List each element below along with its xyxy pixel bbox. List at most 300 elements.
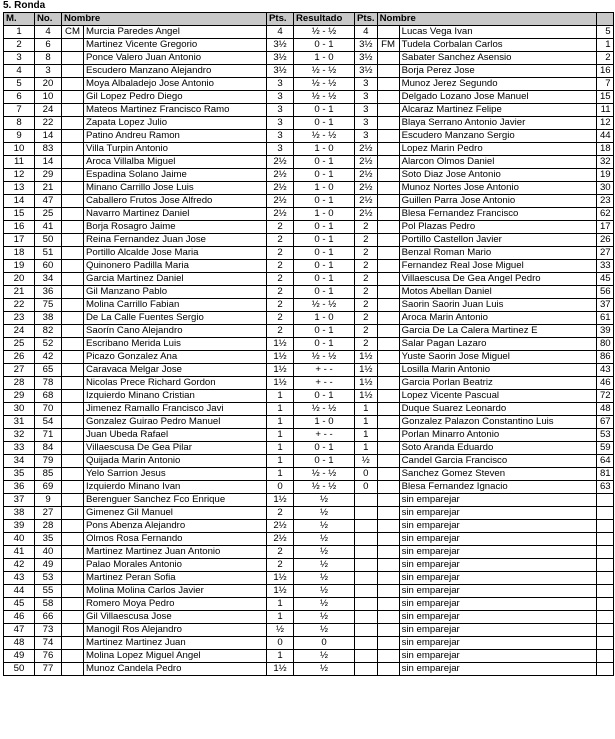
black-name-cell: Alarcon Olmos Daniel [399,156,596,169]
white-points-cell: 2 [267,546,294,559]
result-cell: + - - [294,429,355,442]
result-cell: 0 - 1 [294,442,355,455]
white-points-cell: 1½ [267,572,294,585]
black-name-cell: Garcia De La Calera Martinez E [399,325,596,338]
board-cell: 25 [4,338,35,351]
board-cell: 27 [4,364,35,377]
header-points-white: Pts. [267,13,294,26]
white-title-cell [62,65,84,78]
black-title-cell [377,416,399,429]
table-row [4,104,614,117]
black-points-cell [355,507,378,520]
black-points-cell [355,494,378,507]
black-name-cell: Saorin Saorin Juan Luis [399,299,596,312]
black-name-cell: Losilla Marin Antonio [399,364,596,377]
black-title-cell [377,390,399,403]
black-name-cell: Fernandez Real Jose Miguel [399,260,596,273]
white-name-cell: Molina Carrillo Fabian [84,299,267,312]
white-number-cell: 14 [35,156,62,169]
black-title-cell [377,338,399,351]
white-title-cell [62,260,84,273]
table-row [4,26,614,39]
black-title-cell [377,26,399,39]
white-name-cell: Berenguer Sanchez Fco Enrique [84,494,267,507]
header-points-black: Pts. [355,13,378,26]
board-cell: 21 [4,286,35,299]
black-points-cell: 4 [355,26,378,39]
white-points-cell: 2 [267,221,294,234]
black-name-cell: sin emparejar [399,611,596,624]
table-row [4,260,614,273]
result-cell: 0 - 1 [294,195,355,208]
white-title-cell [62,234,84,247]
black-title-cell [377,637,399,650]
header-number-black [596,13,613,26]
result-cell: 1 - 0 [294,416,355,429]
white-name-cell: Munoz Candela Pedro [84,663,267,676]
black-name-cell: sin emparejar [399,572,596,585]
board-cell: 19 [4,260,35,273]
table-row [4,117,614,130]
white-name-cell: Nicolas Prece Richard Gordon [84,377,267,390]
table-row [4,520,614,533]
white-title-cell [62,663,84,676]
table-row [4,390,614,403]
black-title-cell [377,299,399,312]
white-points-cell: ½ [267,624,294,637]
white-number-cell: 22 [35,117,62,130]
white-number-cell: 58 [35,598,62,611]
black-title-cell [377,221,399,234]
black-name-cell: Soto Diaz Jose Antonio [399,169,596,182]
black-name-cell: Lopez Vicente Pascual [399,390,596,403]
white-number-cell: 70 [35,403,62,416]
white-points-cell: 1½ [267,351,294,364]
white-number-cell: 42 [35,351,62,364]
result-cell: 0 - 1 [294,338,355,351]
board-cell: 50 [4,663,35,676]
board-cell: 13 [4,182,35,195]
board-cell: 40 [4,533,35,546]
white-title-cell [62,598,84,611]
black-points-cell [355,546,378,559]
table-row [4,650,614,663]
result-cell: 1 - 0 [294,143,355,156]
black-number-cell [596,611,613,624]
white-points-cell: 3 [267,91,294,104]
white-name-cell: Murcia Paredes Angel [84,26,267,39]
white-name-cell: Yelo Sarrion Jesus [84,468,267,481]
black-points-cell: 3 [355,130,378,143]
white-number-cell: 49 [35,559,62,572]
white-number-cell: 8 [35,52,62,65]
table-row [4,52,614,65]
white-number-cell: 38 [35,312,62,325]
header-result: Resultado [294,13,355,26]
white-number-cell: 78 [35,377,62,390]
white-title-cell [62,468,84,481]
white-name-cell: Patino Andreu Ramon [84,130,267,143]
white-points-cell: 2 [267,507,294,520]
result-cell: ½ [294,559,355,572]
white-number-cell: 14 [35,130,62,143]
black-name-cell: Sanchez Gomez Steven [399,468,596,481]
white-number-cell: 50 [35,234,62,247]
table-row [4,169,614,182]
white-title-cell [62,637,84,650]
result-cell: ½ - ½ [294,299,355,312]
board-cell: 32 [4,429,35,442]
black-title-cell [377,65,399,78]
result-cell: 0 - 1 [294,234,355,247]
black-name-cell: sin emparejar [399,598,596,611]
board-cell: 7 [4,104,35,117]
black-number-cell: 2 [596,52,613,65]
black-name-cell: sin emparejar [399,533,596,546]
white-title-cell [62,221,84,234]
black-title-cell [377,325,399,338]
result-cell: ½ [294,520,355,533]
black-number-cell [596,598,613,611]
black-title-cell: FM [377,39,399,52]
white-number-cell: 36 [35,286,62,299]
black-title-cell [377,247,399,260]
white-name-cell: Picazo Gonzalez Ana [84,351,267,364]
black-name-cell: Soto Aranda Eduardo [399,442,596,455]
black-name-cell: Sabater Sanchez Asensio [399,52,596,65]
black-points-cell: 1 [355,442,378,455]
white-points-cell: 2 [267,325,294,338]
black-title-cell [377,195,399,208]
result-cell: 0 [294,637,355,650]
white-name-cell: Garcia Martinez Daniel [84,273,267,286]
white-points-cell: 3 [267,104,294,117]
white-points-cell: 3 [267,130,294,143]
white-number-cell: 41 [35,221,62,234]
board-cell: 12 [4,169,35,182]
white-title-cell [62,39,84,52]
table-row [4,507,614,520]
black-number-cell: 64 [596,455,613,468]
table-row [4,468,614,481]
white-number-cell: 9 [35,494,62,507]
result-cell: ½ [294,494,355,507]
result-cell: 0 - 1 [294,39,355,52]
white-points-cell: 3½ [267,39,294,52]
black-title-cell [377,624,399,637]
board-cell: 36 [4,481,35,494]
black-points-cell [355,650,378,663]
white-name-cell: De La Calle Fuentes Sergio [84,312,267,325]
black-name-cell: Salar Pagan Lazaro [399,338,596,351]
black-points-cell: 1½ [355,364,378,377]
white-name-cell: Saorín Cano Alejandro [84,325,267,338]
white-number-cell: 69 [35,481,62,494]
white-name-cell: Aroca Villalba Miguel [84,156,267,169]
white-title-cell [62,546,84,559]
white-number-cell: 25 [35,208,62,221]
black-number-cell: 45 [596,273,613,286]
black-points-cell: 3 [355,104,378,117]
white-number-cell: 3 [35,65,62,78]
table-row [4,182,614,195]
black-points-cell: 2 [355,234,378,247]
result-cell: 1 - 0 [294,52,355,65]
result-cell: 0 - 1 [294,221,355,234]
result-cell: ½ [294,663,355,676]
black-title-cell [377,572,399,585]
black-points-cell: 3½ [355,39,378,52]
black-points-cell: 2½ [355,156,378,169]
board-cell: 38 [4,507,35,520]
board-cell: 17 [4,234,35,247]
white-name-cell: Navarro Martinez Daniel [84,208,267,221]
black-number-cell: 1 [596,39,613,52]
white-name-cell: Izquierdo Minano Ivan [84,481,267,494]
white-title-cell [62,585,84,598]
white-name-cell: Quinonero Padilla Maria [84,260,267,273]
white-points-cell: 1 [267,598,294,611]
result-cell: ½ - ½ [294,65,355,78]
black-points-cell [355,598,378,611]
table-row [4,533,614,546]
black-title-cell [377,312,399,325]
table-row [4,247,614,260]
result-cell: ½ [294,598,355,611]
black-number-cell: 81 [596,468,613,481]
white-points-cell: 1 [267,442,294,455]
white-title-cell [62,299,84,312]
white-name-cell: Martinez Peran Sofia [84,572,267,585]
black-name-cell: sin emparejar [399,507,596,520]
white-name-cell: Minano Carrillo Jose Luis [84,182,267,195]
table-row [4,325,614,338]
black-number-cell: 63 [596,481,613,494]
black-title-cell [377,481,399,494]
black-title-cell [377,494,399,507]
result-cell: + - - [294,377,355,390]
black-name-cell: Motos Abellan Daniel [399,286,596,299]
black-points-cell: 0 [355,468,378,481]
white-name-cell: Portillo Alcalde Jose Maria [84,247,267,260]
black-name-cell: Garcia Porlan Beatriz [399,377,596,390]
black-points-cell: 1½ [355,377,378,390]
white-title-cell [62,117,84,130]
table-row [4,299,614,312]
white-number-cell: 28 [35,520,62,533]
white-name-cell: Caravaca Melgar Jose [84,364,267,377]
white-title-cell [62,377,84,390]
white-points-cell: 3½ [267,52,294,65]
black-points-cell: 2 [355,286,378,299]
result-cell: ½ - ½ [294,26,355,39]
black-title-cell [377,546,399,559]
black-title-cell [377,507,399,520]
white-points-cell: 1 [267,429,294,442]
white-points-cell: 2 [267,559,294,572]
black-name-cell: sin emparejar [399,650,596,663]
white-name-cell: Juan Ubeda Rafael [84,429,267,442]
result-cell: ½ - ½ [294,351,355,364]
board-cell: 3 [4,52,35,65]
result-cell: ½ [294,585,355,598]
black-number-cell: 48 [596,403,613,416]
white-number-cell: 76 [35,650,62,663]
white-name-cell: Ponce Valero Juan Antonio [84,52,267,65]
black-title-cell [377,520,399,533]
white-number-cell: 51 [35,247,62,260]
black-points-cell [355,572,378,585]
black-title-cell [377,364,399,377]
result-cell: ½ - ½ [294,91,355,104]
white-name-cell: Olmos Rosa Fernando [84,533,267,546]
board-cell: 42 [4,559,35,572]
board-cell: 9 [4,130,35,143]
white-title-cell [62,572,84,585]
black-name-cell: Duque Suarez Leonardo [399,403,596,416]
black-number-cell: 30 [596,182,613,195]
black-title-cell [377,182,399,195]
board-cell: 39 [4,520,35,533]
white-number-cell: 6 [35,39,62,52]
white-title-cell [62,130,84,143]
table-row [4,234,614,247]
black-points-cell: 3 [355,78,378,91]
result-cell: 1 - 0 [294,182,355,195]
white-name-cell: Espadina Solano Jaime [84,169,267,182]
black-points-cell: 3½ [355,65,378,78]
black-number-cell: 16 [596,65,613,78]
black-points-cell [355,611,378,624]
black-name-cell: Escudero Manzano Sergio [399,130,596,143]
black-number-cell: 32 [596,156,613,169]
black-points-cell: 3 [355,91,378,104]
table-body [4,26,614,676]
black-number-cell [596,546,613,559]
black-name-cell: Guillen Parra Jose Antonio [399,195,596,208]
white-points-cell: 1 [267,468,294,481]
black-title-cell [377,611,399,624]
white-title-cell [62,286,84,299]
black-title-cell [377,429,399,442]
black-title-cell [377,52,399,65]
table-row [4,442,614,455]
black-title-cell [377,156,399,169]
white-title-cell [62,104,84,117]
white-points-cell: 1 [267,611,294,624]
white-title-cell [62,78,84,91]
table-row [4,273,614,286]
white-number-cell: 77 [35,663,62,676]
black-points-cell: 2 [355,221,378,234]
white-name-cell: Gil Manzano Pablo [84,286,267,299]
black-title-cell [377,234,399,247]
white-number-cell: 85 [35,468,62,481]
black-number-cell [596,663,613,676]
result-cell: 0 - 1 [294,325,355,338]
white-title-cell [62,559,84,572]
white-name-cell: Manogil Ros Alejandro [84,624,267,637]
black-points-cell: 2 [355,299,378,312]
table-row [4,598,614,611]
white-points-cell: 2 [267,286,294,299]
black-number-cell: 61 [596,312,613,325]
round-title: 5. Ronda [3,0,46,11]
white-title-cell [62,390,84,403]
black-title-cell [377,169,399,182]
black-points-cell [355,533,378,546]
black-number-cell [596,520,613,533]
white-name-cell: Reina Fernandez Juan Jose [84,234,267,247]
black-name-cell: sin emparejar [399,637,596,650]
black-points-cell [355,624,378,637]
white-points-cell: 3½ [267,65,294,78]
white-name-cell: Molina Molina Carlos Javier [84,585,267,598]
black-number-cell: 27 [596,247,613,260]
table-row [4,91,614,104]
white-number-cell: 55 [35,585,62,598]
white-name-cell: Molina Lopez Miguel Angel [84,650,267,663]
white-number-cell: 20 [35,78,62,91]
white-name-cell: Moya Albaladejo Jose Antonio [84,78,267,91]
black-number-cell: 86 [596,351,613,364]
result-cell: ½ - ½ [294,130,355,143]
white-points-cell: 3 [267,143,294,156]
white-points-cell: 2½ [267,208,294,221]
table-row [4,338,614,351]
board-cell: 10 [4,143,35,156]
white-number-cell: 74 [35,637,62,650]
black-number-cell: 44 [596,130,613,143]
black-title-cell [377,130,399,143]
black-name-cell: sin emparejar [399,559,596,572]
white-title-cell [62,520,84,533]
white-name-cell: Escribano Merida Luis [84,338,267,351]
white-points-cell: 1½ [267,585,294,598]
white-number-cell: 79 [35,455,62,468]
board-cell: 8 [4,117,35,130]
board-cell: 29 [4,390,35,403]
black-points-cell [355,559,378,572]
board-cell: 11 [4,156,35,169]
black-name-cell: sin emparejar [399,585,596,598]
board-cell: 5 [4,78,35,91]
black-number-cell: 39 [596,325,613,338]
white-title-cell [62,208,84,221]
table-row [4,221,614,234]
white-number-cell: 52 [35,338,62,351]
white-name-cell: Gil Lopez Pedro Diego [84,91,267,104]
white-title-cell [62,429,84,442]
black-title-cell [377,104,399,117]
table-row [4,351,614,364]
white-title-cell [62,416,84,429]
white-name-cell: Villaescusa De Gea Pilar [84,442,267,455]
table-row [4,286,614,299]
white-number-cell: 84 [35,442,62,455]
white-points-cell: 2 [267,312,294,325]
white-name-cell: Mateos Martinez Francisco Ramo [84,104,267,117]
black-name-cell: Yuste Saorin Jose Miguel [399,351,596,364]
white-points-cell: 2½ [267,156,294,169]
white-points-cell: 3 [267,117,294,130]
result-cell: ½ - ½ [294,468,355,481]
black-points-cell: 2 [355,338,378,351]
result-cell: ½ [294,650,355,663]
black-points-cell: 1½ [355,390,378,403]
black-points-cell: 1 [355,416,378,429]
board-cell: 20 [4,273,35,286]
